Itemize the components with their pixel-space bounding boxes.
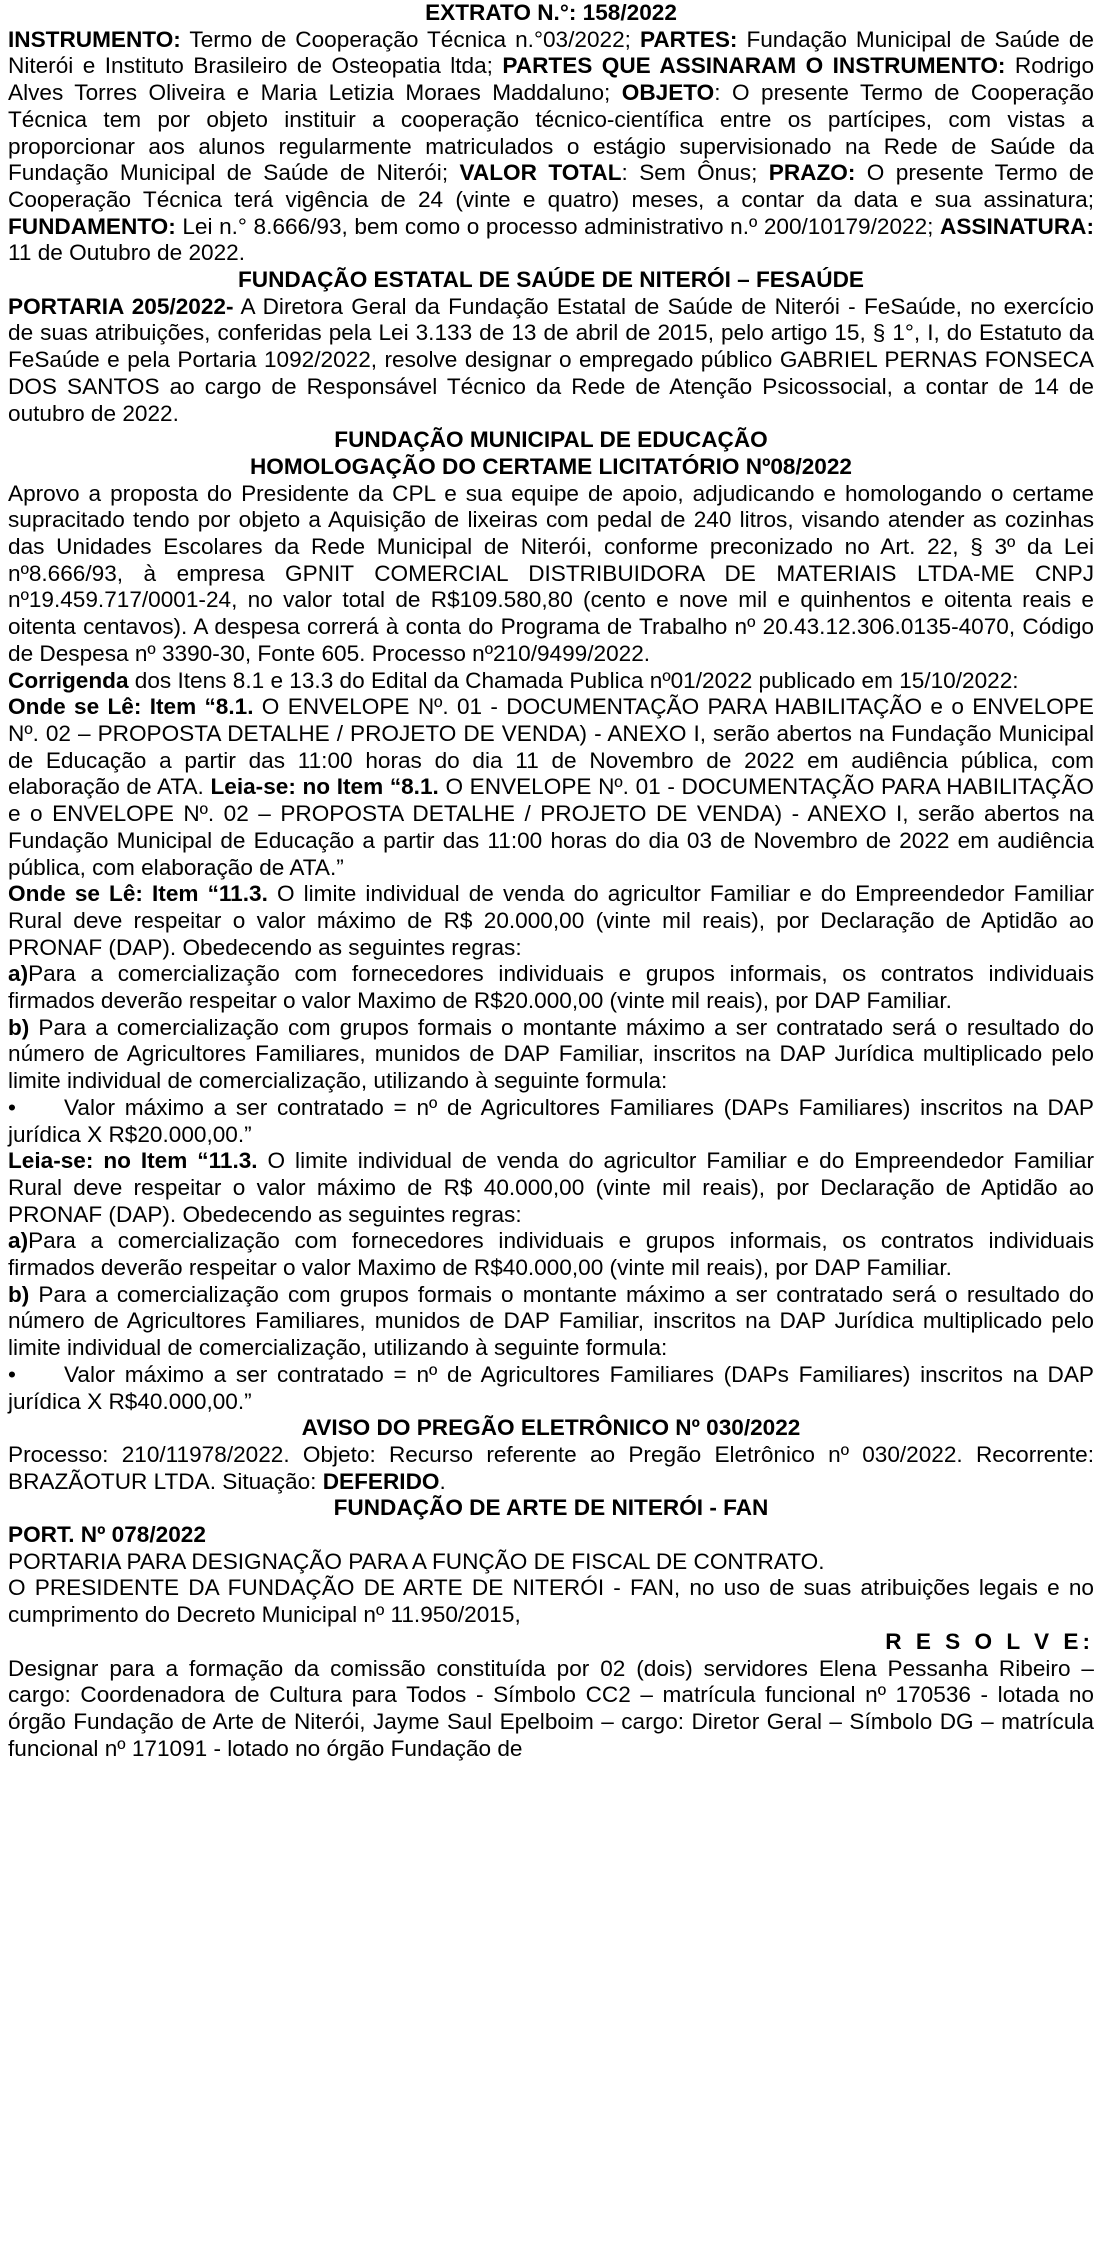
label-leia-113: Leia-se: no Item “11.3. [8, 1148, 258, 1174]
homologacao-text: Aprovo a proposta do Presidente da CPL e sua equipe de apoio, adjudicando e homologando o certame supracitado tendo por objeto a Aquisição de lixeiras com pedal de 240 litros, visando atender as cozinhas das Unidades Escolares da Rede Municipal de Niterói, conforme preconizado no Art. 22, § 3º da Lei nº8.666/93, à empresa GPNIT COMERCIAL DISTRIBUIDORA DE MATERIAIS LTDA-ME CNPJ nº19.459.717/0001-24, no valor total de R$109.580,80 (cento e nove mil e quinhentos e oitenta reais e oitenta centavos). A despesa correrá à conta do Programa de Trabalho nº 20.43.12.306.0135-4070, Código de Despesa nº 3390-30, Fonte 605. Processo nº210/9499/2022. [8, 480, 1094, 666]
bullet-1-text: Valor máximo a ser contratado = nº de Agricultores Familiares (DAPs Familiares) inscritos na DAP jurídica X R$20.000,00.” [8, 1094, 1094, 1147]
portaria-text: A Diretora Geral da Fundação Estatal de Saúde de Niterói - FeSaúde, no exercício de suas atribuições, conferidas pela Lei 3.133 de 13 de abril de 2015, pelo artigo 15, § 1°, I, do Estatuto da FeSaúde e pela Portaria 1092/2022, resolve designar o empregado público GABRIEL PERNAS FONSECA DOS SANTOS ao cargo de Responsável Técnico da Rede de Atenção Psicossocial, a contar de 14 de outubro de 2022. [8, 293, 1094, 426]
objeto-text: : O presente Termo de Cooperação Técnica tem por objeto instituir a cooperação técnico-científica entre os partícipes, com vistas a proporcionar aos alunos regularmente matriculados o estágio supervisionado na Rede de Saúde da Fundação Municipal de Saúde de Niterói; [8, 80, 1094, 186]
label-assinaram: PARTES QUE ASSINARAM O INSTRUMENTO: [502, 53, 1006, 79]
label-b1: b) [8, 1014, 30, 1040]
pregao-title: AVISO DO PREGÃO ELETRÔNICO Nº 030/2022 [301, 1415, 801, 1441]
partes-text: Fundação Municipal de Saúde de Niterói e Instituto Brasileiro de Osteopatia ltda; [8, 26, 1094, 79]
label-portaria: PORTARIA 205/2022- [8, 293, 234, 319]
onde-113-paragraph [8, 881, 1094, 961]
b1-text: Para a comercialização com grupos formais o montante máximo a ser contratado será o resultado do número de Agricultores Familiares, munidos de DAP Familiar, inscritos na DAP Jurídica multiplicado pelo limite individual de comercialização, utilizando à seguinte formula: [8, 1014, 1094, 1094]
fme-subtitle: HOMOLOGAÇÃO DO CERTAME LICITATÓRIO Nº08/2022 [249, 453, 852, 479]
label-instrumento: INSTRUMENTO: [8, 26, 181, 52]
fan-title: FUNDAÇÃO DE ARTE DE NITERÓI - FAN [333, 1495, 769, 1521]
valor-text: : Sem Ônus; [621, 160, 769, 186]
bullet-icon: • [8, 1361, 16, 1387]
fan-line-2: O PRESIDENTE DA FUNDAÇÃO DE ARTE DE NITERÓI - FAN, no uso de suas atribuições legais e no cumprimento do Decreto Municipal nº 11.950/2015, [8, 1575, 1094, 1628]
label-leia-81: Leia-se: no Item “8.1. [203, 774, 439, 800]
pregao-body: Processo: 210/11978/2022. Objeto: Recurso referente ao Pregão Eletrônico nº 030/2022. Recorrente: BRAZÃOTUR LTDA. Situação: [8, 1441, 1094, 1494]
bullet-icon: • [8, 1094, 16, 1120]
bullet-item-1 [8, 1095, 1094, 1148]
leia-113-text: O limite individual de venda do agricultor Familiar e do Empreendedor Familiar Rural deve respeitar o valor máximo de R$ 40.000,00 (vinte mil reais), por Declaração de Aptidão ao PRONAF (DAP). Obedecendo as seguintes regras: [8, 1148, 1094, 1227]
rule-a1 [8, 961, 1094, 1014]
pregao-text [8, 1442, 1094, 1495]
fan-resolve: R E S O L V E: [885, 1628, 1094, 1654]
extrato-body [8, 27, 1094, 267]
corrigenda-paragraph [8, 668, 1094, 695]
label-onde-81: Onde se Lê: Item “8.1. [8, 694, 254, 720]
item-81-paragraph [8, 694, 1094, 881]
onde-113-text: O limite individual de venda do agricultor Familiar e do Empreendedor Familiar Rural deve respeitar o valor máximo de R$ 20.000,00 (vinte mil reais), por Declaração de Aptidão ao PRONAF (DAP). Obedecendo as seguintes regras: [8, 881, 1094, 960]
label-a2: a) [8, 1228, 29, 1254]
label-b2: b) [8, 1281, 30, 1307]
label-assinatura: ASSINATURA: [940, 213, 1094, 239]
label-objeto: OBJETO [621, 80, 715, 106]
label-partes: PARTES: [639, 26, 738, 52]
prazo-text: O presente Termo de Cooperação Técnica terá vigência de 24 (vinte e quatro) meses, a contar da data e sua assinatura; [8, 160, 1094, 212]
label-valor: VALOR TOTAL [459, 160, 622, 186]
label-onde-113: Onde se Lê: Item “11.3. [8, 881, 268, 907]
fan-body: Designar para a formação da comissão constituída por 02 (dois) servidores Elena Pessanha Ribeiro – cargo: Coordenadora de Cultura para Todos - Símbolo CC2 – matrícula funcional nº 170536 - lotada no órgão Fundação de Arte de Niterói, Jayme Saul Epelboim – cargo: Diretor Geral – Símbolo DG – matrícula funcional nº 171091 - lotado no órgão Fundação de [8, 1655, 1094, 1761]
fundamento-text: Lei n.° 8.666/93, bem como o processo administrativo n.º 200/10179/2022; [175, 213, 941, 239]
fan-line-1: PORTARIA PARA DESIGNAÇÃO PARA A FUNÇÃO DE FISCAL DE CONTRATO. [8, 1548, 825, 1574]
fme-title: FUNDAÇÃO MUNICIPAL DE EDUCAÇÃO [334, 427, 768, 453]
rule-b1 [8, 1015, 1094, 1095]
rule-a2 [8, 1228, 1094, 1281]
label-fundamento: FUNDAMENTO: [8, 213, 176, 239]
a1-text: Para a comercialização com fornecedores individuais e grupos informais, os contratos individuais firmados deverão respeitar o valor Maximo de R$20.000,00 (vinte mil reais), por DAP Familiar. [8, 961, 1094, 1014]
pregao-status: DEFERIDO [322, 1468, 440, 1494]
fesaude-title: FUNDAÇÃO ESTATAL DE SAÚDE DE NITERÓI – FESAÚDE [238, 267, 864, 293]
assinaram-text: Rodrigo Alves Torres Oliveira e Maria Letizia Moraes Maddaluno; [8, 53, 1095, 106]
b2-text: Para a comercialização com grupos formais o montante máximo a ser contratado será o resultado do número de Agricultores Familiares, munidos de DAP Familiar, inscritos na DAP Jurídica multiplicado pelo limite individual de comercialização, utilizando à seguinte formula: [8, 1281, 1094, 1361]
extrato-title: EXTRATO N.°: 158/2022 [425, 0, 677, 25]
leia-81-text: O ENVELOPE Nº. 01 - DOCUMENTAÇÃO PARA HABILITAÇÃO e o ENVELOPE Nº. 02 – PROPOSTA DETALHE / PROJETO DE VENDA) - ANEXO I, serão abertos na Fundação Municipal de Educação a partir das 11:00 horas do dia 03 de Novembro de 2022 em audiência pública, com elaboração de ATA.” [8, 774, 1094, 880]
rule-b2 [8, 1282, 1094, 1362]
onde-81-text: O ENVELOPE Nº. 01 - DOCUMENTAÇÃO PARA HABILITAÇÃO e o ENVELOPE Nº. 02 – PROPOSTA DETALHE / PROJETO DE VENDA) - ANEXO I, serão abertos na Fundação Municipal de Educação a partir das 11:00 horas do dia 11 de Novembro de 2022 em audiência pública, com elaboração de ATA. [8, 694, 1095, 800]
corrigenda-text: dos Itens 8.1 e 13.3 do Edital da Chamada Publica nº01/2022 publicado em 15/10/2022: [128, 667, 1019, 693]
bullet-item-2 [8, 1362, 1094, 1415]
fan-port [8, 1522, 1094, 1549]
fan-port-number: PORT. Nº 078/2022 [8, 1522, 206, 1548]
assinatura-text: 11 de Outubro de 2022. [8, 240, 246, 266]
leia-113-paragraph [8, 1148, 1094, 1228]
label-prazo: PRAZO: [768, 160, 856, 186]
a2-text: Para a comercialização com fornecedores individuais e grupos informais, os contratos individuais firmados deverão respeitar o valor Maximo de R$40.000,00 (vinte mil reais), por DAP Familiar. [8, 1228, 1094, 1281]
bullet-2-text: Valor máximo a ser contratado = nº de Agricultores Familiares (DAPs Familiares) inscritos na DAP jurídica X R$40.000,00.” [8, 1361, 1094, 1414]
fesaude-portaria [8, 294, 1094, 428]
pregao-end: . [439, 1468, 446, 1494]
instrumento-text: Termo de Cooperação Técnica n.°03/2022; [180, 26, 640, 52]
label-a1: a) [8, 961, 29, 987]
label-corrigenda: Corrigenda [8, 667, 129, 693]
